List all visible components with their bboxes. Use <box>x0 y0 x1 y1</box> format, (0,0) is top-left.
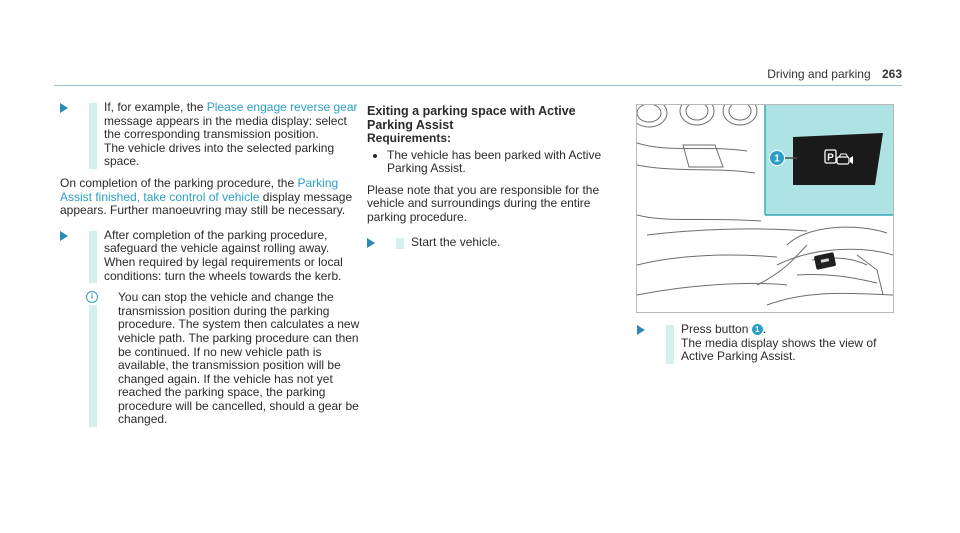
section-heading: Exiting a parking space with Active Parking Assist <box>367 104 576 132</box>
instruction-step: After completion of the parking procedure, safeguard the vehicle against rolling away. When required by legal requirements or local conditions: turn the wheels towards the kerb. <box>60 229 360 283</box>
middle-column <box>367 104 617 257</box>
left-column <box>60 101 360 427</box>
step-arrow-icon <box>60 231 68 241</box>
instruction-step: Press button 1 . The media display shows the view of Active Parking Assist. <box>637 323 897 364</box>
step-arrow-icon <box>367 238 375 248</box>
right-column <box>637 323 897 372</box>
svg-text:P: P <box>827 152 834 164</box>
svg-text:1: 1 <box>774 153 780 165</box>
paragraph: On completion of the parking procedure, the Parking Assist finished, take control of vehicle display message appears. Further manoeuvring may still be necessary. <box>60 175 353 218</box>
info-icon: i <box>86 291 98 303</box>
step-arrow-icon <box>637 325 645 335</box>
display-message: Please engage reverse gear <box>206 100 358 114</box>
parking-button-small <box>814 252 836 270</box>
page-number: 263 <box>881 67 902 81</box>
instruction-step: Start the vehicle. <box>367 236 617 250</box>
instruction-step <box>60 101 360 169</box>
section-title: Driving and parking <box>767 67 871 81</box>
info-note: i You can stop the vehicle and change the transmission position during the parking procedure. The system then calculates a new vehicle path. The parking procedure can then be continued. If no new vehicle path is available, the transmission position will be changed again. If the vehicle has not yet reached the parking space, the parking procedure will be cancelled, should a gear be changed. <box>60 291 360 427</box>
page-header <box>767 67 902 81</box>
parking-button <box>793 133 883 185</box>
bullet-icon <box>373 154 377 158</box>
step-arrow-icon <box>60 103 68 113</box>
paragraph: Please note that you are responsible for the vehicle and surroundings during the entire parking procedure. <box>367 182 600 224</box>
step-text: If, for example, the Please engage reverse gear message appears in the media display: select the corresponding transmission position. The vehicle drives into the selected parking space. <box>104 100 358 169</box>
console-drawing <box>637 105 893 312</box>
requirements-label: Requirements: <box>367 131 452 145</box>
console-illustration <box>636 104 894 313</box>
requirement-item: The vehicle has been parked with Active Parking Assist. <box>367 149 617 176</box>
header-rule <box>54 85 902 86</box>
display-message: Parking Assist finished, take control of vehicle <box>60 175 339 204</box>
button-number-badge: 1 <box>752 324 763 335</box>
